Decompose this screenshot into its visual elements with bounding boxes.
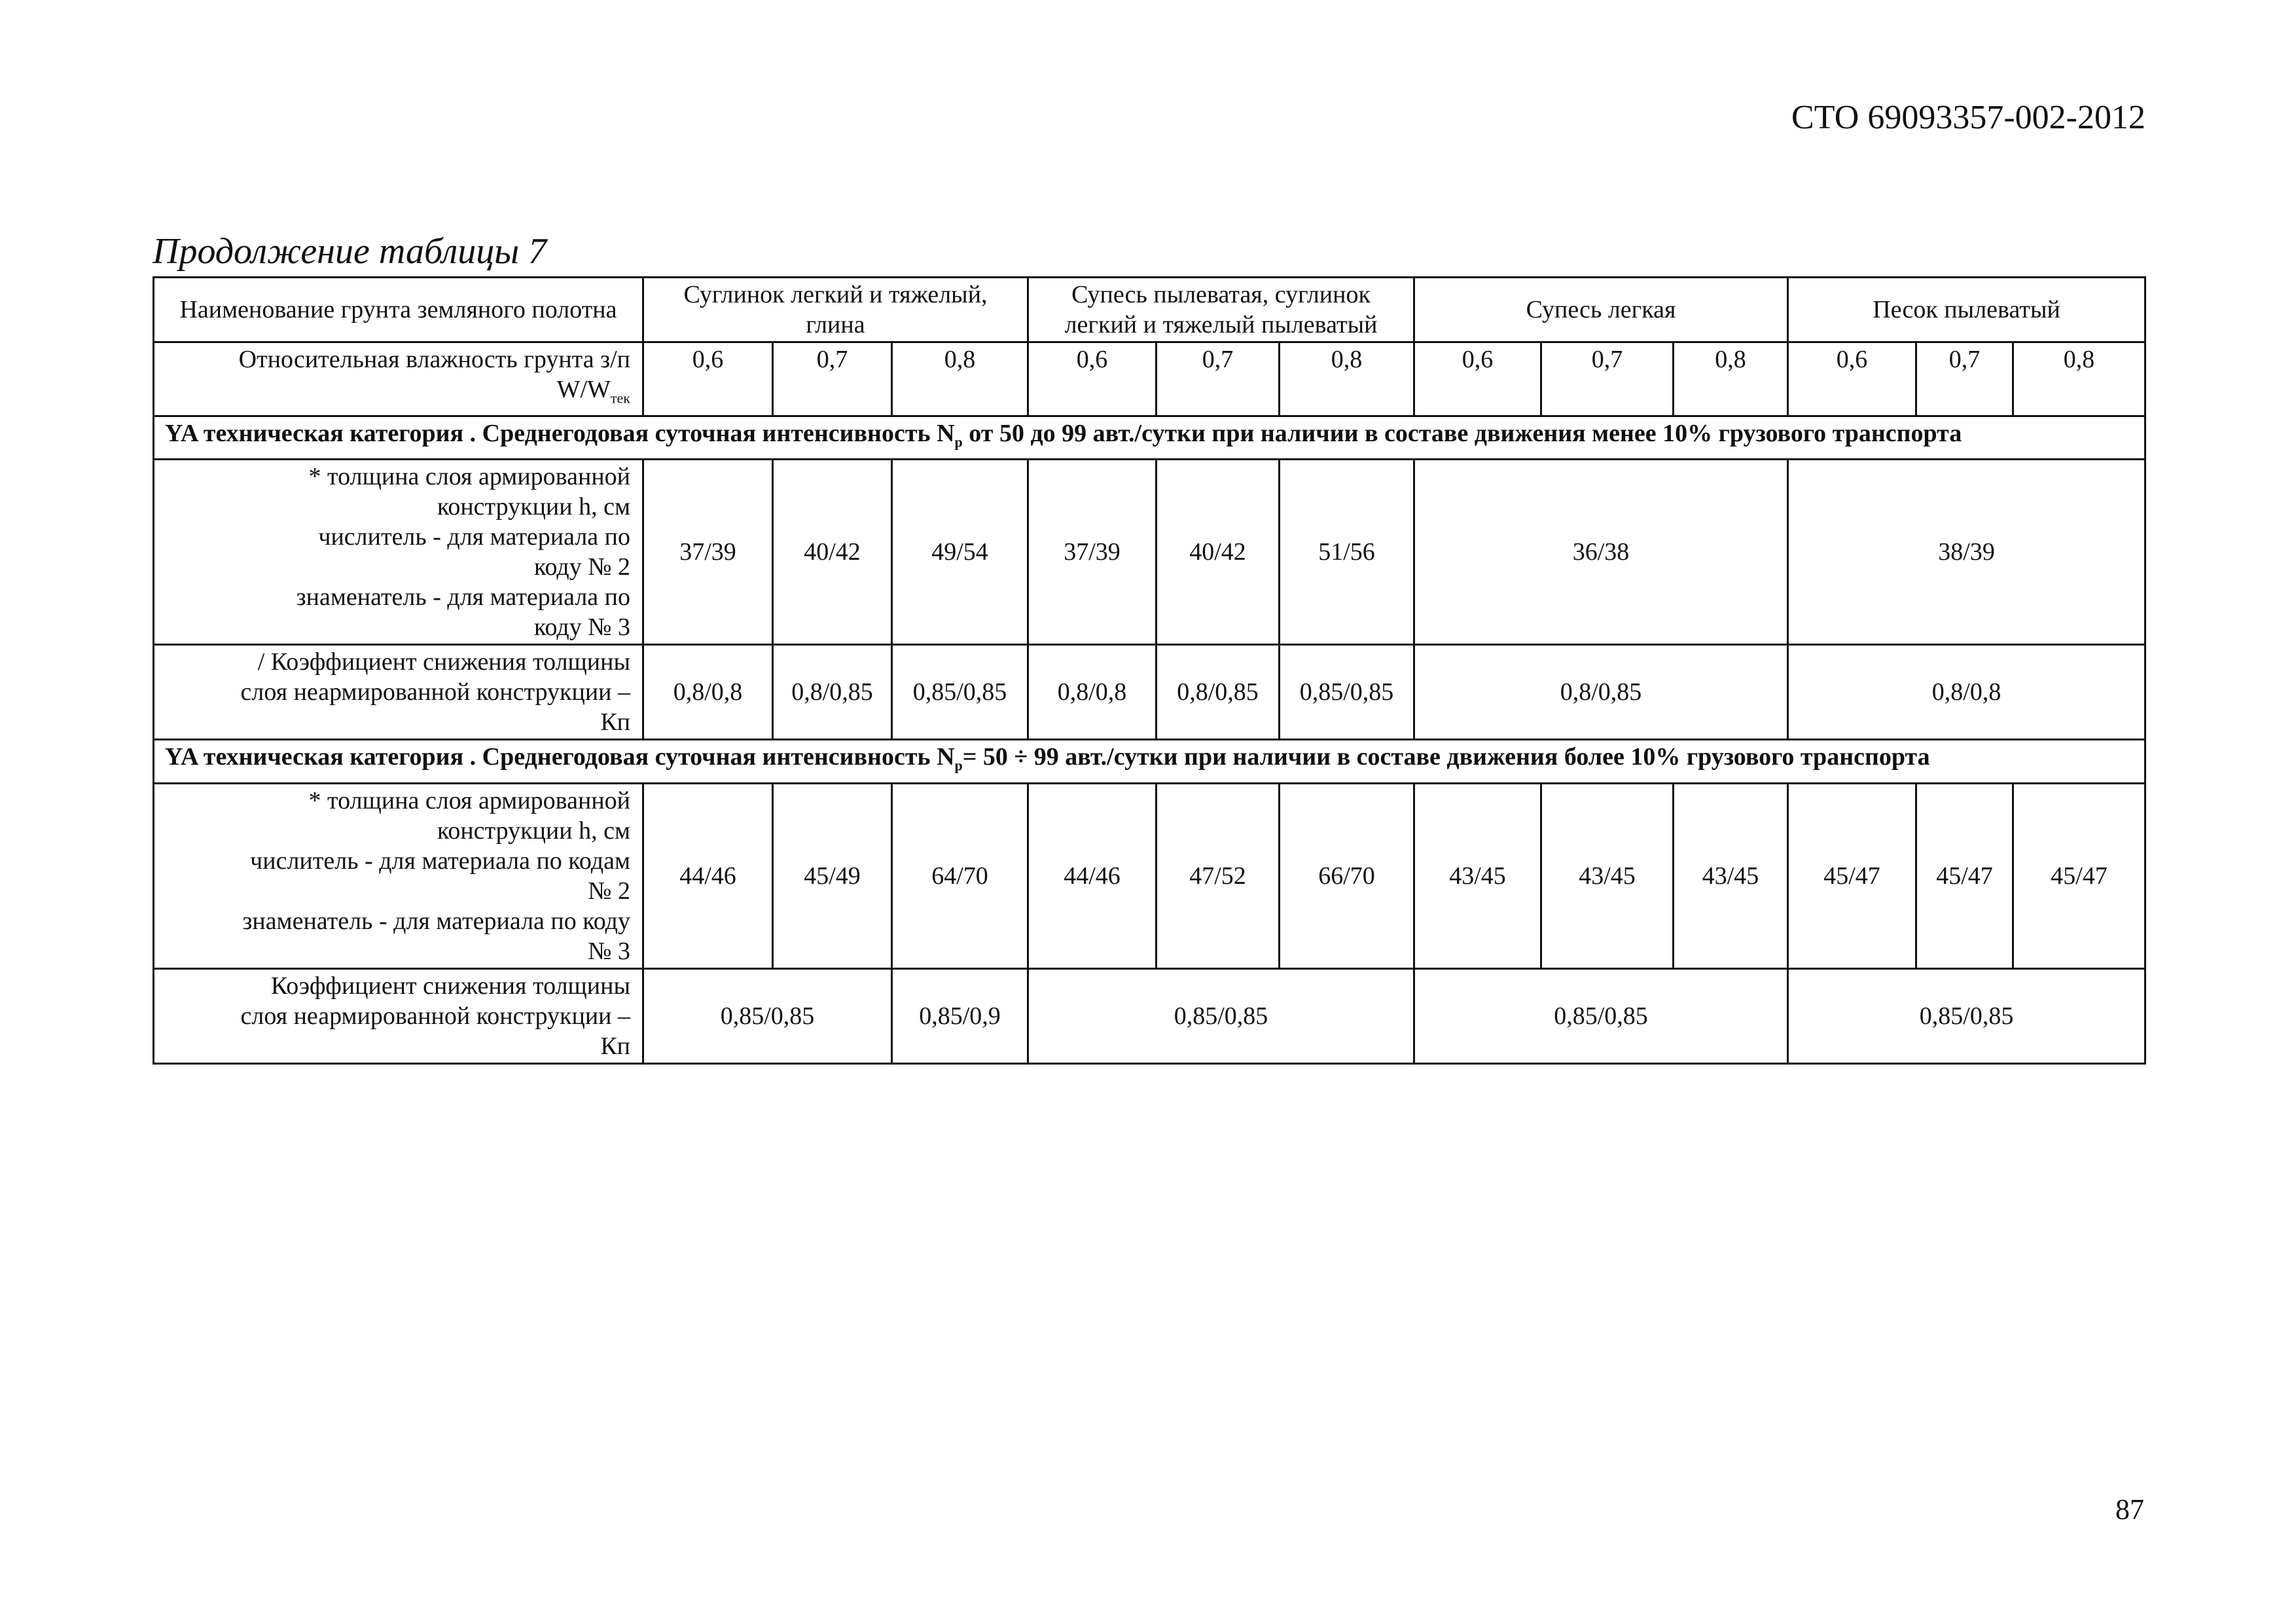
coefficient-cell: 0,8/0,8 <box>1788 645 2145 740</box>
moisture-cell: 0,6 <box>643 342 773 416</box>
section-2-title-row <box>154 740 2145 784</box>
thickness-cell: 37/39 <box>1028 460 1157 645</box>
thickness-label: * толщина слоя армированной конструкции h, см числитель - для материала по коду № 2 знаменатель - для материала по коду № 3 <box>154 460 643 645</box>
section-1-coefficient-row <box>154 645 2145 740</box>
moisture-label: Относительная влажность грунта з/п $W/W_{тек}$ <box>154 342 643 416</box>
thickness-cell: 44/46 <box>1028 783 1157 968</box>
page-number: 87 <box>2115 1493 2144 1525</box>
thickness-cell: 43/45 <box>1414 783 1541 968</box>
coefficient-label: / Коэффициент снижения толщины слоя неармированной конструкции – Кп <box>154 645 643 740</box>
coefficient-cell: 0,8/0,85 <box>1414 645 1788 740</box>
coefficient-cell: 0,8/0,85 <box>1157 645 1280 740</box>
coefficient-cell: 0,8/0,8 <box>643 645 773 740</box>
moisture-cell: 0,8 <box>892 342 1028 416</box>
moisture-cell: 0,6 <box>1414 342 1541 416</box>
thickness-cell: 47/52 <box>1157 783 1280 968</box>
coefficient-cell: 0,85/0,85 <box>1788 968 2145 1063</box>
thickness-cell: 51/56 <box>1280 460 1414 645</box>
coefficient-cell: 0,85/0,85 <box>892 645 1028 740</box>
moisture-cell: 0,7 <box>1916 342 2013 416</box>
coefficient-cell: 0,8/0,8 <box>1028 645 1157 740</box>
section-2-thickness-row <box>154 783 2145 968</box>
section-2-title: YA техническая категория . Среднегодовая суточная интенсивность $N_р= 50 \div 99$ авт./сутки при наличии в составе движения более 10% грузового транспорта <box>154 740 2145 784</box>
thickness-cell: 66/70 <box>1280 783 1414 968</box>
header-group-4: Песок пылеватый <box>1788 278 2145 342</box>
coefficient-cell: 0,85/0,9 <box>892 968 1028 1063</box>
thickness-cell: 38/39 <box>1788 460 2145 645</box>
section-1-thickness-row <box>154 460 2145 645</box>
coefficient-cell: 0,85/0,85 <box>643 968 892 1063</box>
thickness-cell: 43/45 <box>1674 783 1788 968</box>
moisture-cell: 0,8 <box>1674 342 1788 416</box>
thickness-cell: 45/49 <box>773 783 892 968</box>
moisture-cell: 0,7 <box>1157 342 1280 416</box>
thickness-cell: 44/46 <box>643 783 773 968</box>
thickness-cell: 40/42 <box>1157 460 1280 645</box>
header-group-3: Супесь легкая <box>1414 278 1788 342</box>
moisture-cell: 0,7 <box>773 342 892 416</box>
moisture-cell: 0,6 <box>1028 342 1157 416</box>
header-soil-name: Наименование грунта земляного полотна <box>154 278 643 342</box>
moisture-cell: 0,7 <box>1541 342 1674 416</box>
thickness-cell: 43/45 <box>1541 783 1674 968</box>
thickness-label: * толщина слоя армированной конструкции h, см числитель - для материала по кодам № 2 знаменатель - для материала по коду № 3 <box>154 783 643 968</box>
coefficient-cell: 0,8/0,85 <box>773 645 892 740</box>
thickness-cell: 49/54 <box>892 460 1028 645</box>
data-table <box>152 276 2146 1065</box>
header-row <box>154 278 2145 342</box>
moisture-row <box>154 342 2145 416</box>
header-group-1: Суглинок легкий и тяжелый, глина <box>643 278 1028 342</box>
coefficient-label: Коэффициент снижения толщины слоя неармированной конструкции – Кп <box>154 968 643 1063</box>
moisture-cell: 0,8 <box>1280 342 1414 416</box>
document-code: СТО 69093357-002-2012 <box>1791 99 2145 136</box>
coefficient-cell: 0,85/0,85 <box>1028 968 1414 1063</box>
thickness-cell: 45/47 <box>1916 783 2013 968</box>
thickness-cell: 36/38 <box>1414 460 1788 645</box>
moisture-cell: 0,6 <box>1788 342 1916 416</box>
thickness-cell: 45/47 <box>1788 783 1916 968</box>
section-2-coefficient-row <box>154 968 2145 1063</box>
thickness-cell: 37/39 <box>643 460 773 645</box>
table-caption: Продолжение таблицы 7 <box>152 231 547 272</box>
section-1-title-row <box>154 416 2145 460</box>
header-group-2: Супесь пылеватая, суглинок легкий и тяжелый пылеватый <box>1028 278 1414 342</box>
coefficient-cell: 0,85/0,85 <box>1414 968 1788 1063</box>
thickness-cell: 40/42 <box>773 460 892 645</box>
moisture-cell: 0,8 <box>2013 342 2145 416</box>
coefficient-cell: 0,85/0,85 <box>1280 645 1414 740</box>
thickness-cell: 45/47 <box>2013 783 2145 968</box>
thickness-cell: 64/70 <box>892 783 1028 968</box>
section-1-title: YA техническая категория . Среднегодовая суточная интенсивность $N_р$ от 50 до 99 авт./сутки при наличии в составе движения менее 10% грузового транспорта <box>154 416 2145 460</box>
